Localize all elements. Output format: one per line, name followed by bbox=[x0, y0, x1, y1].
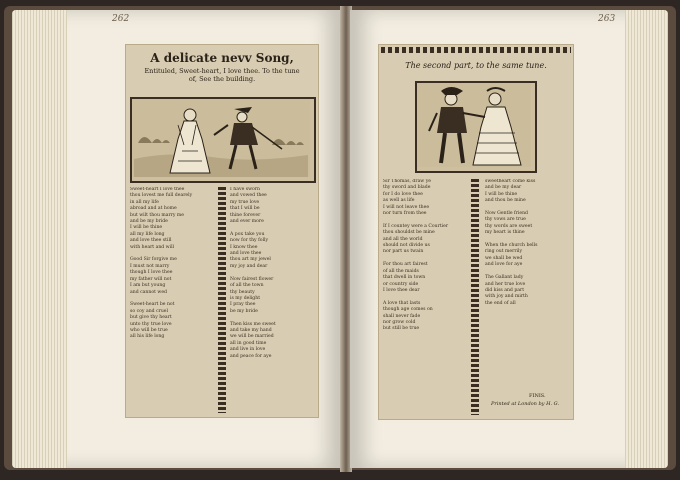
embracing-couple-woodcut bbox=[417, 83, 531, 167]
left-folio: 262 bbox=[112, 14, 130, 24]
right-page-edges bbox=[625, 10, 668, 468]
left-woodcut-image bbox=[130, 97, 316, 183]
right-woodcut-image bbox=[415, 81, 537, 173]
right-verse-column-2: sweetheart come kiss and be my dear I will be thine and thou be mine Now Gentle friend thy vows are true thy words are sweet my heart is thine When the church bells ring out merrily we shall be wed and love for aye The Gallant lady and her true love did kiss and part with joy and mirth the end of all bbox=[485, 179, 538, 306]
right-broadside bbox=[378, 44, 574, 420]
finis-mark: FINIS. bbox=[529, 393, 546, 399]
left-broadside bbox=[125, 44, 319, 418]
left-verse-column-2: I have sworn and vowed thee my true love that I will be thine forever and ever more A pox take you now for thy folly I know thee and love thee thou art my jewel my joy and dear Now fairest flower of all the town thy beauty is my delight I pray thee be my bride Then kiss me sweet and take my hand we will be married all in good time and live in love and peace for aye bbox=[230, 187, 276, 359]
printer-imprint: Printed at London by H. G. bbox=[491, 401, 560, 407]
right-verse-column-1: Sir Thomas, draw ye thy sword and blade for I do love thee as well as life I will not leave thee nor turn from thee If I countey were a Courtier thou shouldst be mine and all the world should not divide us nor part us twain For thou art fairest of all the maids that dwell in town or country side I love thee dear A love that lasts though age comes on shall never fade nor grow cold but still be true bbox=[383, 179, 449, 332]
ornamental-border bbox=[381, 47, 571, 53]
left-page-edges bbox=[12, 10, 67, 468]
right-ornament-divider bbox=[471, 179, 479, 415]
courtly-couple-woodcut bbox=[132, 99, 310, 177]
right-folio: 263 bbox=[598, 14, 616, 24]
left-ornament-divider bbox=[218, 187, 226, 413]
left-verse-column-1: Sweet-heart I love thee thou lovest me full dearely in all my life abroad and at home but wilt thou marry me and be my bride I will be thine all my life long and love thee still with heart and will Good Sir forgive me I must not marry though I love thee my father will not I am but young and cannot wed Sweet-heart be not so coy and cruel but give thy heart unto thy true love who will be true all his life long bbox=[130, 187, 193, 340]
right-title: The second part, to the same tune. bbox=[405, 61, 547, 70]
left-subtitle: Entituled, Sweet-heart, I love thee. To the tune of, See the building. bbox=[144, 67, 300, 83]
left-title: A delicate nevv Song, bbox=[150, 51, 294, 65]
